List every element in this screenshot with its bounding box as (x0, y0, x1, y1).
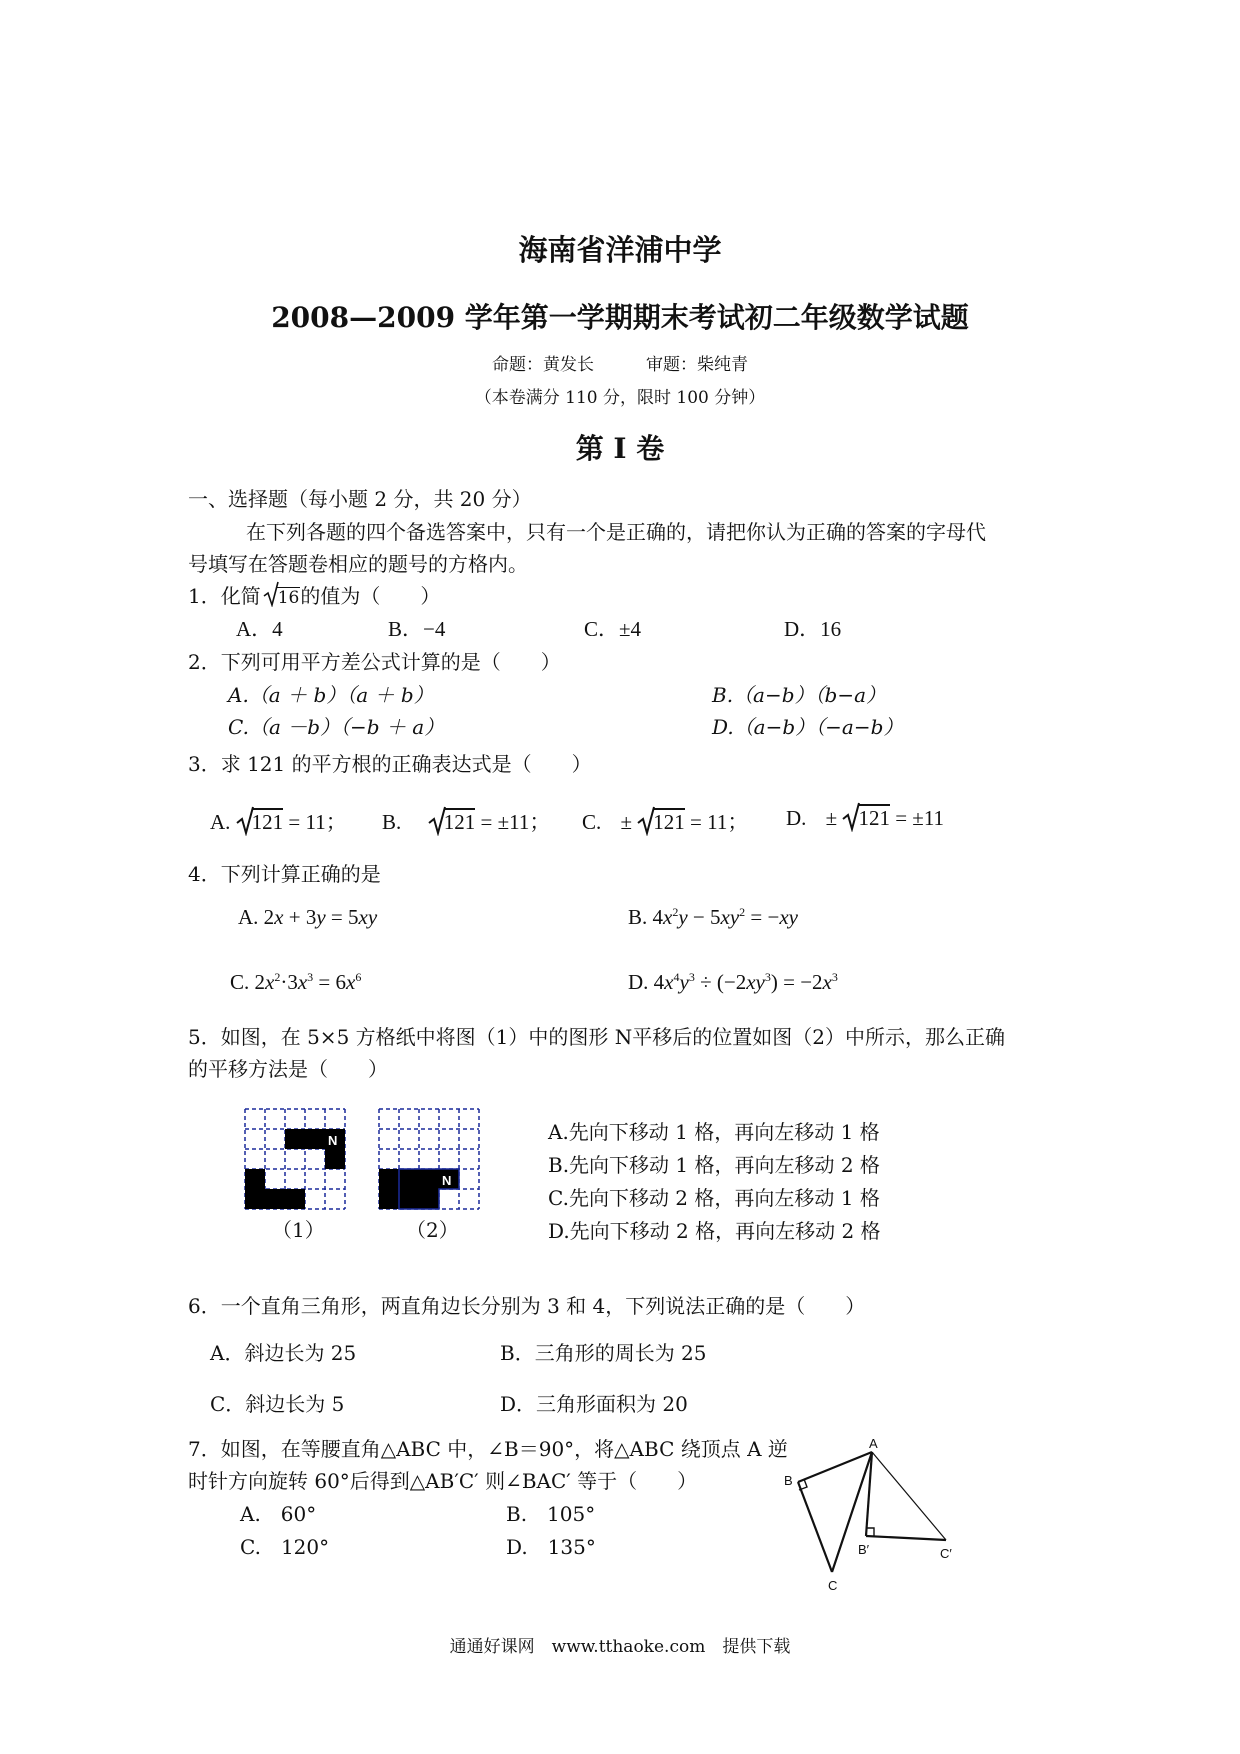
q2-option-c: C.（a －b）（−b ＋ a） (228, 715, 445, 739)
shape-l-fig1 (245, 1169, 305, 1209)
question-6: 6．一个直角三角形，两直角边长分别为 3 和 4，下列说法正确的是（ ） (188, 1294, 866, 1318)
q5-fig2-caption: （2） (406, 1218, 459, 1242)
q7-option-c: C. 120° (240, 1535, 330, 1559)
question-7-line-2: 时针方向旋转 60°后得到△AB′C′ 则∠BAC′ 等于（ ） (188, 1469, 698, 1493)
question-5-line-1: 5．如图，在 5×5 方格纸中将图（1）中的图形 N平移后的位置如图（2）中所示，那么正确 (188, 1025, 1005, 1049)
q2-option-a: A.（a ＋ b）（a ＋ b） (228, 683, 434, 707)
q7-option-b: B. 105° (506, 1502, 596, 1526)
q1-option-a: A．4 (236, 617, 283, 641)
q5-option-b: B.先向下移动 1 格，再向左移动 2 格 (548, 1153, 880, 1177)
radical-sign-icon (263, 581, 279, 607)
radical-sign-icon (637, 806, 655, 836)
exam-note: （本卷满分 110 分，限时 100 分钟） (474, 388, 766, 408)
q4-option-c (230, 970, 361, 995)
page-footer: 通通好课网 www.tthaoke.com 提供下载 (449, 1637, 791, 1657)
q3-d-radicand: 121 (858, 806, 890, 830)
q3-option-b (382, 806, 550, 836)
vertex-b-label: B (784, 1473, 793, 1488)
q3-b-sqrt (428, 810, 476, 835)
q1-prefix: 1．化简 (188, 584, 261, 608)
q2-option-d: D.（a−b）（−a−b） (712, 715, 904, 739)
section-heading: 一、选择题（每小题 2 分，共 20 分） (188, 487, 532, 511)
q1-radicand: 16 (277, 588, 300, 608)
exam-title: 2008—2009 学年第一学期期末考试初二年级数学试题 (271, 301, 969, 334)
radical-sign-icon (842, 802, 860, 832)
question-3: 3．求 121 的平方根的正确表达式是（ ） (188, 752, 592, 776)
exam-credits (0, 350, 1240, 375)
q3-c-label: C. (582, 810, 602, 834)
instruction-line-1: 在下列各题的四个备选答案中，只有一个是正确的，请把你认为正确的答案的字母代 (246, 520, 986, 544)
reviewer: 审题：柴纯青 (646, 355, 748, 375)
q3-b-radicand: 121 (443, 810, 476, 834)
vertex-c-prime-label: C′ (940, 1546, 952, 1561)
q1-sqrt (263, 584, 301, 608)
q4-option-d (628, 970, 838, 995)
q4-d-label: D. (628, 970, 649, 994)
q3-option-a (210, 806, 347, 836)
q3-option-c (582, 806, 748, 836)
q4-d-expr: $4x^4y^3 \div (-2xy^3) = -2x^3$ (653, 970, 838, 994)
question-7-line-1: 7．如图，在等腰直角△ABC 中，∠B＝90°，将△ABC 绕顶点 A 逆 (188, 1437, 788, 1461)
q3-c-sqrt (637, 810, 685, 835)
q5-option-d: D.先向下移动 2 格，再向左移动 2 格 (548, 1219, 881, 1243)
q5-fig1-caption: （1） (272, 1218, 325, 1242)
question-4: 4．下列计算正确的是 (188, 862, 381, 886)
q4-c-label: C. (230, 970, 250, 994)
q3-d-rhs: = ±11 (895, 806, 945, 830)
q4-a-label: A. (238, 905, 259, 929)
q3-d-label: D. (786, 806, 807, 830)
q1-option-b: B．−4 (388, 617, 446, 641)
q1-option-c: C．±4 (584, 617, 642, 641)
q6-option-d: D．三角形面积为 20 (500, 1392, 688, 1416)
author: 命题：黄发长 (492, 355, 594, 375)
q6-option-b: B．三角形的周长为 25 (500, 1341, 707, 1365)
q6-option-a: A．斜边长为 25 (210, 1341, 357, 1365)
q4-option-a (238, 905, 377, 930)
q3-a-label: A. (210, 810, 231, 834)
q2-option-b: B.（a−b）（b−a） (712, 683, 887, 707)
q4-b-expr: $4x^2y - 5xy^2 = -xy$ (652, 905, 799, 929)
q5-option-a: A.先向下移动 1 格，再向左移动 1 格 (548, 1120, 880, 1144)
q5-figure-2 (378, 1108, 480, 1210)
school-name: 海南省洋浦中学 (518, 233, 722, 267)
q4-c-expr: $2x^2\cdot 3x^3 = 6x^6$ (254, 970, 362, 994)
q3-b-label: B. (382, 810, 402, 834)
vertex-b-prime-label: B′ (858, 1542, 870, 1557)
q4-a-expr: 2x + 3y = 5xy (263, 905, 378, 929)
q3-b-rhs: = ±11； (480, 810, 551, 834)
q3-c-radicand: 121 (653, 810, 685, 834)
q5-option-c: C.先向下移动 2 格，再向左移动 1 格 (548, 1186, 880, 1210)
q3-a-radicand: 121 (251, 810, 284, 834)
q7-option-d: D. 135° (506, 1535, 596, 1559)
vertex-a-label: A (869, 1436, 878, 1451)
q7-triangle-figure (776, 1428, 976, 1604)
instruction-line-2: 号填写在答题卷相应的题号的方格内。 (188, 552, 528, 576)
q1-suffix: 的值为（ ） (300, 584, 441, 608)
shape-letter-fig2: N (442, 1173, 452, 1188)
question-5-line-2: 的平移方法是（ ） (188, 1057, 388, 1081)
q4-option-b (628, 905, 798, 930)
q7-option-a: A. 60° (240, 1502, 317, 1526)
q3-a-sqrt (236, 810, 284, 835)
q3-c-rhs: = 11； (690, 810, 749, 834)
radical-sign-icon (428, 806, 446, 836)
question-2: 2．下列可用平方差公式计算的是（ ） (188, 650, 561, 674)
q4-b-label: B. (628, 905, 648, 929)
vertex-c-label: C (828, 1578, 838, 1593)
q5-figure-1 (244, 1108, 346, 1210)
q1-option-d: D．16 (784, 617, 842, 641)
volume-title: 第 I 卷 (575, 432, 665, 465)
radical-sign-icon (236, 806, 254, 836)
q3-a-rhs: = 11； (288, 810, 347, 834)
question-1 (188, 580, 440, 609)
shape-letter-fig1: N (328, 1133, 338, 1148)
q3-d-sqrt (842, 806, 890, 831)
q3-option-d (786, 806, 944, 831)
q6-option-c: C．斜边长为 5 (210, 1392, 345, 1416)
q3-d-pm: ± (825, 806, 838, 830)
q3-c-pm: ± (620, 810, 633, 834)
